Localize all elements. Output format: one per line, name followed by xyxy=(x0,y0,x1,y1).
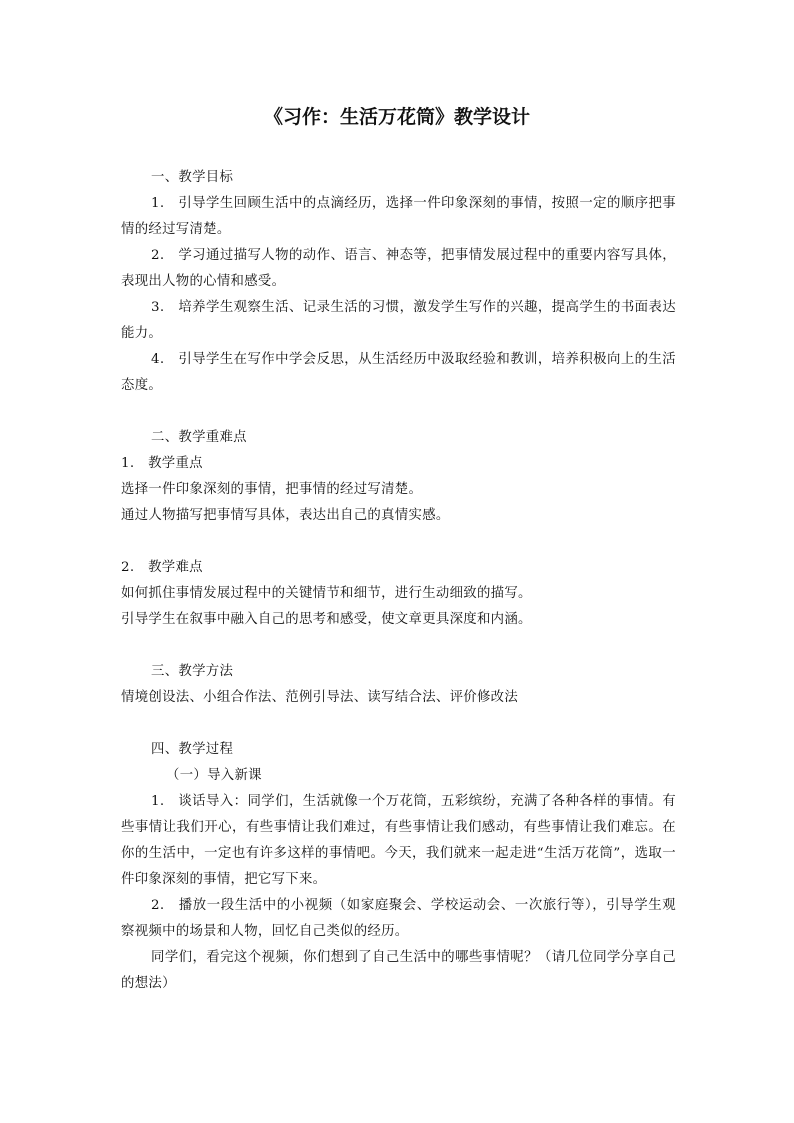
process-item: 2. 播放一段生活中的小视频（如家庭聚会、学校运动会、一次旅行等），引导学生观察视频中的场景和人物，回忆自己类似的经历。 xyxy=(121,898,676,939)
objective-item: 4. 引导学生在写作中学会反思，从生活经历中汲取经验和教训，培养积极向上的生活态度。 xyxy=(121,352,676,393)
spacer xyxy=(121,633,676,659)
spacer xyxy=(121,711,676,737)
process-item: 同学们，看完这个视频，你们想到了自己生活中的哪些事情呢？（请几位同学分享自己的想法） xyxy=(121,950,676,991)
document-title: 《习作：生活万花筒》教学设计 xyxy=(263,106,530,128)
section-heading-process: 四、教学过程 xyxy=(151,742,234,757)
document-body xyxy=(121,165,676,997)
difficulty-line: 引导学生在叙事中融入自己的思考和感受，使文章更具深度和内涵。 xyxy=(121,612,532,627)
difficulty-line: 如何抓住事情发展过程中的关键情节和细节，进行生动细致的描写。 xyxy=(121,586,532,601)
focus-line: 选择一件印象深刻的事情，把事情的经过写清楚。 xyxy=(121,482,423,497)
methods-text: 情境创设法、小组合作法、范例引导法、读写结合法、评价修改法 xyxy=(121,690,519,705)
difficulty-heading: 2. 教学难点 xyxy=(121,560,203,575)
section-heading-key-points: 二、教学重难点 xyxy=(151,430,247,445)
section-heading-methods: 三、教学方法 xyxy=(151,664,234,679)
spacer xyxy=(121,529,676,555)
objective-item: 3. 培养学生观察生活、记录生活的习惯，激发学生写作的兴趣，提高学生的书面表达能力。 xyxy=(121,300,676,341)
focus-heading: 1. 教学重点 xyxy=(121,456,203,471)
process-sub-heading: （一）导入新课 xyxy=(166,768,262,783)
objective-item: 1. 引导学生回顾生活中的点滴经历，选择一件印象深刻的事情，按照一定的顺序把事情的经过写清楚。 xyxy=(121,196,676,237)
process-item: 1. 谈话导入：同学们，生活就像一个万花筒，五彩缤纷，充满了各种各样的事情。有些事情让我们开心，有些事情让我们难过，有些事情让我们感动，有些事情让我们难忘。在你的生活中，一定也有许多这样的事情吧。今天，我们就来一起走进“生活万花筒”，选取一件印象深刻的事情，把它写下来。 xyxy=(121,794,676,887)
focus-line: 通过人物描写把事情写具体，表达出自己的真情实感。 xyxy=(121,508,450,523)
spacer xyxy=(121,399,676,425)
section-heading-objectives: 一、教学目标 xyxy=(151,170,234,185)
objective-item: 2. 学习通过描写人物的动作、语言、神态等，把事情发展过程中的重要内容写具体，表现出人物的心情和感受。 xyxy=(121,248,676,289)
